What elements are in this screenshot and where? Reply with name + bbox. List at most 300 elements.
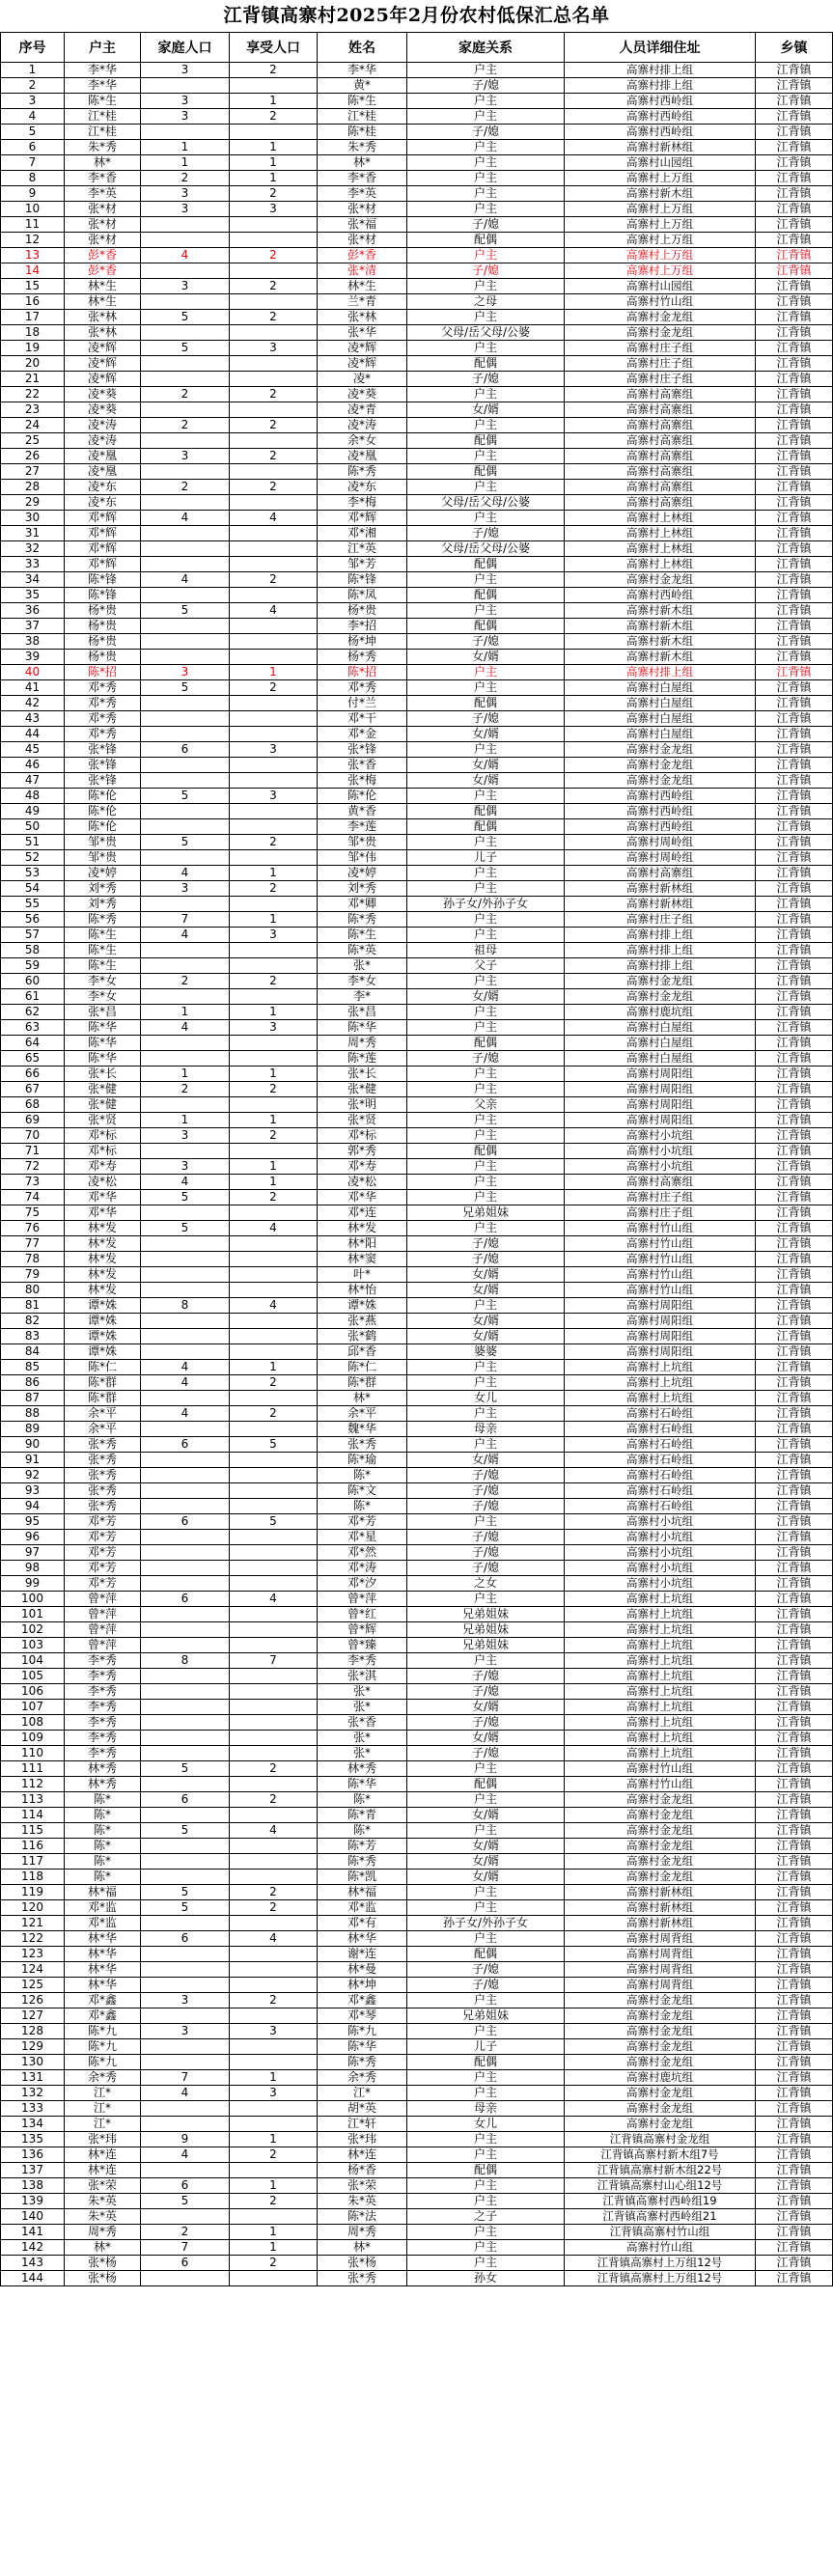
cell-benefit-count	[230, 2271, 318, 2286]
cell-township: 江背镇	[756, 1870, 833, 1885]
cell-name: 谢*连	[318, 1947, 407, 1962]
cell-family-size	[141, 1854, 230, 1870]
table-row	[1, 2024, 833, 2039]
cell-township: 江背镇	[756, 897, 833, 912]
cell-name: 陈*生	[318, 94, 407, 109]
cell-relation: 配偶	[407, 1947, 565, 1962]
cell-address: 高寨村竹山组	[565, 1761, 756, 1777]
cell-index: 6	[1, 140, 65, 155]
table-row	[1, 588, 833, 603]
cell-family-size	[141, 2008, 230, 2024]
cell-township: 江背镇	[756, 1360, 833, 1375]
cell-benefit-count	[230, 1530, 318, 1545]
cell-benefit-count	[230, 495, 318, 511]
cell-householder: 曾*萍	[65, 1622, 141, 1638]
cell-benefit-count	[230, 619, 318, 634]
cell-householder: 陈*生	[65, 958, 141, 974]
cell-benefit-count: 4	[230, 603, 318, 619]
cell-address: 高寨村金龙组	[565, 974, 756, 989]
table-row	[1, 2008, 833, 2024]
cell-index: 50	[1, 819, 65, 835]
cell-benefit-count	[230, 1947, 318, 1962]
table-row	[1, 1962, 833, 1978]
cell-name: 余*平	[318, 1406, 407, 1422]
cell-address: 高寨村白屋组	[565, 1036, 756, 1051]
cell-name: 黄*	[318, 78, 407, 94]
cell-family-size	[141, 1205, 230, 1221]
cell-benefit-count	[230, 943, 318, 958]
cell-township: 江背镇	[756, 634, 833, 650]
cell-householder: 张*秀	[65, 1499, 141, 1514]
cell-township: 江背镇	[756, 1947, 833, 1962]
cell-township: 江背镇	[756, 279, 833, 294]
cell-family-size: 3	[141, 1128, 230, 1144]
cell-relation: 孙女	[407, 2271, 565, 2286]
cell-relation: 户主	[407, 1823, 565, 1839]
cell-benefit-count: 1	[230, 866, 318, 881]
cell-benefit-count	[230, 1036, 318, 1051]
cell-index: 123	[1, 1947, 65, 1962]
cell-address: 高寨村金龙组	[565, 1808, 756, 1823]
cell-township: 江背镇	[756, 2039, 833, 2055]
cell-householder: 余*秀	[65, 2070, 141, 2086]
table-row	[1, 1916, 833, 1931]
table-row	[1, 1159, 833, 1175]
cell-name: 林*生	[318, 279, 407, 294]
cell-householder: 谭*姝	[65, 1314, 141, 1329]
table-row	[1, 850, 833, 866]
cell-householder: 刘*秀	[65, 897, 141, 912]
table-row	[1, 1669, 833, 1684]
cell-name: 朱*英	[318, 2194, 407, 2209]
cell-benefit-count: 2	[230, 1885, 318, 1900]
cell-householder: 凌*凰	[65, 464, 141, 480]
cell-township: 江背镇	[756, 1020, 833, 1036]
cell-family-size	[141, 804, 230, 819]
table-row	[1, 495, 833, 511]
cell-index: 73	[1, 1175, 65, 1190]
cell-family-size	[141, 1468, 230, 1483]
cell-benefit-count	[230, 1283, 318, 1298]
cell-relation: 子/媳	[407, 526, 565, 541]
table-row	[1, 1700, 833, 1715]
cell-name: 张*林	[318, 310, 407, 325]
cell-householder: 凌*婷	[65, 866, 141, 881]
cell-name: 张*秀	[318, 1437, 407, 1453]
table-row	[1, 1499, 833, 1514]
cell-address: 江背镇高寨村竹山组	[565, 2225, 756, 2240]
cell-index: 106	[1, 1684, 65, 1700]
col-header-relation: 家庭关系	[407, 33, 565, 63]
cell-township: 江背镇	[756, 1097, 833, 1113]
cell-address: 高寨村上万组	[565, 233, 756, 248]
cell-name: 李*梅	[318, 495, 407, 511]
cell-name: 李*英	[318, 186, 407, 202]
table-row	[1, 1422, 833, 1437]
cell-benefit-count: 3	[230, 789, 318, 804]
cell-householder: 林*生	[65, 294, 141, 310]
table-row	[1, 94, 833, 109]
cell-relation: 户主	[407, 1792, 565, 1808]
cell-index: 22	[1, 387, 65, 402]
cell-township: 江背镇	[756, 2240, 833, 2256]
cell-name: 陈*英	[318, 943, 407, 958]
cell-index: 138	[1, 2178, 65, 2194]
cell-family-size	[141, 819, 230, 835]
cell-benefit-count: 1	[230, 140, 318, 155]
cell-name: 林*窦	[318, 1252, 407, 1267]
cell-index: 144	[1, 2271, 65, 2286]
cell-index: 86	[1, 1375, 65, 1391]
cell-address: 高寨村小坑组	[565, 1159, 756, 1175]
cell-householder: 张*贤	[65, 1113, 141, 1128]
cell-householder: 杨*贵	[65, 650, 141, 665]
cell-benefit-count	[230, 2163, 318, 2178]
cell-family-size: 5	[141, 1761, 230, 1777]
cell-index: 8	[1, 171, 65, 186]
cell-householder: 林*秀	[65, 1777, 141, 1792]
cell-address: 高寨村新林组	[565, 1885, 756, 1900]
cell-township: 江背镇	[756, 1314, 833, 1329]
table-row	[1, 2055, 833, 2070]
cell-family-size	[141, 588, 230, 603]
cell-index: 70	[1, 1128, 65, 1144]
cell-family-size: 3	[141, 1159, 230, 1175]
cell-township: 江背镇	[756, 2101, 833, 2117]
cell-index: 117	[1, 1854, 65, 1870]
cell-index: 18	[1, 325, 65, 341]
cell-benefit-count	[230, 372, 318, 387]
cell-householder: 陈*	[65, 1808, 141, 1823]
cell-index: 132	[1, 2086, 65, 2101]
cell-address: 高寨村小坑组	[565, 1144, 756, 1159]
cell-family-size	[141, 1839, 230, 1854]
cell-index: 113	[1, 1792, 65, 1808]
cell-householder: 李*女	[65, 974, 141, 989]
table-row	[1, 1684, 833, 1700]
cell-address: 高寨村高寨组	[565, 449, 756, 464]
cell-householder: 邓*监	[65, 1916, 141, 1931]
table-row	[1, 387, 833, 402]
cell-householder: 张*林	[65, 325, 141, 341]
cell-index: 48	[1, 789, 65, 804]
cell-family-size	[141, 1746, 230, 1761]
cell-family-size: 3	[141, 881, 230, 897]
cell-index: 121	[1, 1916, 65, 1931]
cell-family-size: 3	[141, 186, 230, 202]
cell-relation: 女/婿	[407, 758, 565, 773]
table-row	[1, 1592, 833, 1607]
table-row	[1, 881, 833, 897]
cell-index: 66	[1, 1066, 65, 1082]
cell-township: 江背镇	[756, 1005, 833, 1020]
table-row	[1, 1437, 833, 1453]
cell-address: 高寨村新林组	[565, 881, 756, 897]
table-row	[1, 773, 833, 789]
cell-address: 高寨村上坑组	[565, 1653, 756, 1669]
table-row	[1, 2132, 833, 2147]
cell-householder: 李*秀	[65, 1731, 141, 1746]
cell-benefit-count	[230, 1468, 318, 1483]
cell-township: 江背镇	[756, 1839, 833, 1854]
cell-township: 江背镇	[756, 1700, 833, 1715]
col-header-householder: 户主	[65, 33, 141, 63]
cell-householder: 余*平	[65, 1406, 141, 1422]
cell-address: 高寨村周阳组	[565, 1298, 756, 1314]
cell-family-size	[141, 1252, 230, 1267]
cell-index: 111	[1, 1761, 65, 1777]
cell-township: 江背镇	[756, 1885, 833, 1900]
cell-benefit-count	[230, 1391, 318, 1406]
cell-relation: 户主	[407, 2256, 565, 2271]
cell-relation: 女儿	[407, 2117, 565, 2132]
cell-relation: 户主	[407, 603, 565, 619]
cell-address: 江背镇高寨村西岭组19	[565, 2194, 756, 2209]
cell-family-size	[141, 1916, 230, 1931]
cell-relation: 女/婿	[407, 1329, 565, 1344]
cell-index: 80	[1, 1283, 65, 1298]
cell-township: 江背镇	[756, 1267, 833, 1283]
cell-relation: 户主	[407, 1653, 565, 1669]
cell-township: 江背镇	[756, 881, 833, 897]
cell-benefit-count	[230, 2101, 318, 2117]
cell-householder: 陈*	[65, 1823, 141, 1839]
cell-township: 江背镇	[756, 140, 833, 155]
cell-benefit-count	[230, 897, 318, 912]
table-row	[1, 789, 833, 804]
table-row	[1, 109, 833, 125]
cell-family-size	[141, 650, 230, 665]
table-row	[1, 1561, 833, 1576]
cell-family-size: 3	[141, 202, 230, 217]
cell-index: 95	[1, 1514, 65, 1530]
cell-index: 62	[1, 1005, 65, 1020]
cell-address: 高寨村周岭组	[565, 835, 756, 850]
cell-householder: 邹*贵	[65, 850, 141, 866]
cell-name: 张*	[318, 1684, 407, 1700]
cell-name: 兰*青	[318, 294, 407, 310]
cell-name: 邱*香	[318, 1344, 407, 1360]
cell-benefit-count	[230, 557, 318, 572]
cell-township: 江背镇	[756, 1669, 833, 1684]
cell-address: 高寨村竹山组	[565, 1221, 756, 1236]
table-row	[1, 989, 833, 1005]
cell-township: 江背镇	[756, 1437, 833, 1453]
cell-index: 127	[1, 2008, 65, 2024]
table-row	[1, 974, 833, 989]
cell-householder: 陈*伦	[65, 804, 141, 819]
cell-benefit-count	[230, 263, 318, 279]
cell-index: 114	[1, 1808, 65, 1823]
cell-township: 江背镇	[756, 1823, 833, 1839]
cell-township: 江背镇	[756, 341, 833, 356]
cell-family-size	[141, 1391, 230, 1406]
table-row	[1, 341, 833, 356]
cell-benefit-count: 4	[230, 1931, 318, 1947]
cell-township: 江背镇	[756, 402, 833, 418]
cell-index: 83	[1, 1329, 65, 1344]
cell-address: 高寨村白屋组	[565, 696, 756, 711]
table-row	[1, 912, 833, 928]
cell-householder: 林*华	[65, 1947, 141, 1962]
cell-benefit-count	[230, 1607, 318, 1622]
cell-relation: 户主	[407, 171, 565, 186]
cell-relation: 兄弟姐妹	[407, 1205, 565, 1221]
cell-family-size: 3	[141, 279, 230, 294]
cell-relation: 兄弟姐妹	[407, 2008, 565, 2024]
cell-index: 81	[1, 1298, 65, 1314]
cell-relation: 户主	[407, 155, 565, 171]
cell-name: 余*秀	[318, 2070, 407, 2086]
table-row	[1, 541, 833, 557]
cell-family-size	[141, 1329, 230, 1344]
cell-address: 高寨村上万组	[565, 217, 756, 233]
cell-relation: 子/媳	[407, 634, 565, 650]
table-row	[1, 140, 833, 155]
cell-benefit-count: 2	[230, 2194, 318, 2209]
cell-name: 陈*莲	[318, 1051, 407, 1066]
table-row	[1, 372, 833, 387]
cell-name: 陈*法	[318, 2209, 407, 2225]
cell-township: 江背镇	[756, 866, 833, 881]
cell-benefit-count	[230, 1978, 318, 1993]
cell-relation: 女/婿	[407, 989, 565, 1005]
cell-index: 115	[1, 1823, 65, 1839]
cell-householder: 陈*	[65, 1854, 141, 1870]
cell-address: 高寨村鹿坑组	[565, 1005, 756, 1020]
cell-family-size	[141, 2163, 230, 2178]
cell-benefit-count	[230, 433, 318, 449]
cell-benefit-count: 2	[230, 1128, 318, 1144]
cell-township: 江背镇	[756, 541, 833, 557]
cell-benefit-count	[230, 1499, 318, 1514]
cell-benefit-count	[230, 1453, 318, 1468]
cell-index: 32	[1, 541, 65, 557]
table-row	[1, 1267, 833, 1283]
cell-index: 37	[1, 619, 65, 634]
cell-name: 陈*瑜	[318, 1453, 407, 1468]
cell-address: 高寨村上坑组	[565, 1638, 756, 1653]
cell-householder: 凌*松	[65, 1175, 141, 1190]
cell-family-size	[141, 1622, 230, 1638]
col-header-name: 姓名	[318, 33, 407, 63]
cell-relation: 户主	[407, 279, 565, 294]
cell-name: 陈*秀	[318, 912, 407, 928]
cell-householder: 陈*锋	[65, 588, 141, 603]
cell-family-size	[141, 1051, 230, 1066]
cell-name: 陈*生	[318, 928, 407, 943]
cell-township: 江背镇	[756, 1900, 833, 1916]
cell-name: 陈*华	[318, 1020, 407, 1036]
cell-index: 109	[1, 1731, 65, 1746]
cell-name: 邹*贵	[318, 835, 407, 850]
cell-benefit-count: 1	[230, 1360, 318, 1375]
cell-family-size	[141, 1453, 230, 1468]
cell-relation: 父母/岳父母/公婆	[407, 495, 565, 511]
table-row	[1, 1221, 833, 1236]
table-row	[1, 217, 833, 233]
table-row	[1, 958, 833, 974]
cell-address: 高寨村石岭组	[565, 1468, 756, 1483]
cell-index: 129	[1, 2039, 65, 2055]
cell-householder: 李*秀	[65, 1653, 141, 1669]
cell-address: 高寨村新木组	[565, 186, 756, 202]
cell-address: 江背镇高寨村上万组12号	[565, 2256, 756, 2271]
cell-township: 江背镇	[756, 912, 833, 928]
cell-township: 江背镇	[756, 2147, 833, 2163]
cell-township: 江背镇	[756, 1684, 833, 1700]
cell-name: 周*秀	[318, 1036, 407, 1051]
cell-relation: 户主	[407, 1175, 565, 1190]
cell-family-size	[141, 325, 230, 341]
cell-family-size	[141, 464, 230, 480]
cell-relation: 户主	[407, 310, 565, 325]
cell-township: 江背镇	[756, 526, 833, 541]
cell-family-size	[141, 1978, 230, 1993]
cell-family-size: 6	[141, 2256, 230, 2271]
table-row	[1, 1715, 833, 1731]
cell-relation: 户主	[407, 387, 565, 402]
cell-index: 134	[1, 2117, 65, 2132]
cell-township: 江背镇	[756, 418, 833, 433]
cell-benefit-count: 1	[230, 2225, 318, 2240]
cell-householder: 凌*辉	[65, 372, 141, 387]
cell-family-size	[141, 1870, 230, 1885]
cell-benefit-count: 3	[230, 202, 318, 217]
cell-benefit-count	[230, 464, 318, 480]
cell-address: 高寨村金龙组	[565, 1823, 756, 1839]
cell-name: 陈*锋	[318, 572, 407, 588]
cell-name: 邓*琴	[318, 2008, 407, 2024]
cell-relation: 儿子	[407, 2039, 565, 2055]
cell-relation: 户主	[407, 1375, 565, 1391]
cell-benefit-count: 1	[230, 155, 318, 171]
cell-township: 江背镇	[756, 1761, 833, 1777]
cell-name: 杨*秀	[318, 650, 407, 665]
cell-householder: 陈*群	[65, 1375, 141, 1391]
cell-name: 陈*桂	[318, 125, 407, 140]
cell-name: 张*	[318, 1746, 407, 1761]
cell-name: 邹*伟	[318, 850, 407, 866]
cell-householder: 邓*芳	[65, 1576, 141, 1592]
cell-benefit-count: 2	[230, 310, 318, 325]
cell-benefit-count: 1	[230, 1005, 318, 1020]
cell-relation: 户主	[407, 1159, 565, 1175]
cell-township: 江背镇	[756, 1653, 833, 1669]
cell-relation: 母亲	[407, 1422, 565, 1437]
cell-township: 江背镇	[756, 1715, 833, 1731]
cell-benefit-count	[230, 1314, 318, 1329]
cell-index: 21	[1, 372, 65, 387]
cell-benefit-count: 1	[230, 94, 318, 109]
table-row	[1, 1391, 833, 1406]
cell-householder: 周*秀	[65, 2225, 141, 2240]
cell-address: 高寨村新林组	[565, 1916, 756, 1931]
cell-township: 江背镇	[756, 2163, 833, 2178]
cell-township: 江背镇	[756, 680, 833, 696]
cell-benefit-count	[230, 804, 318, 819]
cell-householder: 李*女	[65, 989, 141, 1005]
cell-relation: 父子	[407, 958, 565, 974]
cell-address: 高寨村金龙组	[565, 1792, 756, 1808]
cell-address: 高寨村上坑组	[565, 1700, 756, 1715]
cell-family-size: 6	[141, 1437, 230, 1453]
cell-address: 高寨村小坑组	[565, 1545, 756, 1561]
table-row	[1, 1283, 833, 1298]
cell-relation: 子/媳	[407, 1746, 565, 1761]
cell-householder: 陈*	[65, 1792, 141, 1808]
cell-householder: 李*秀	[65, 1746, 141, 1761]
